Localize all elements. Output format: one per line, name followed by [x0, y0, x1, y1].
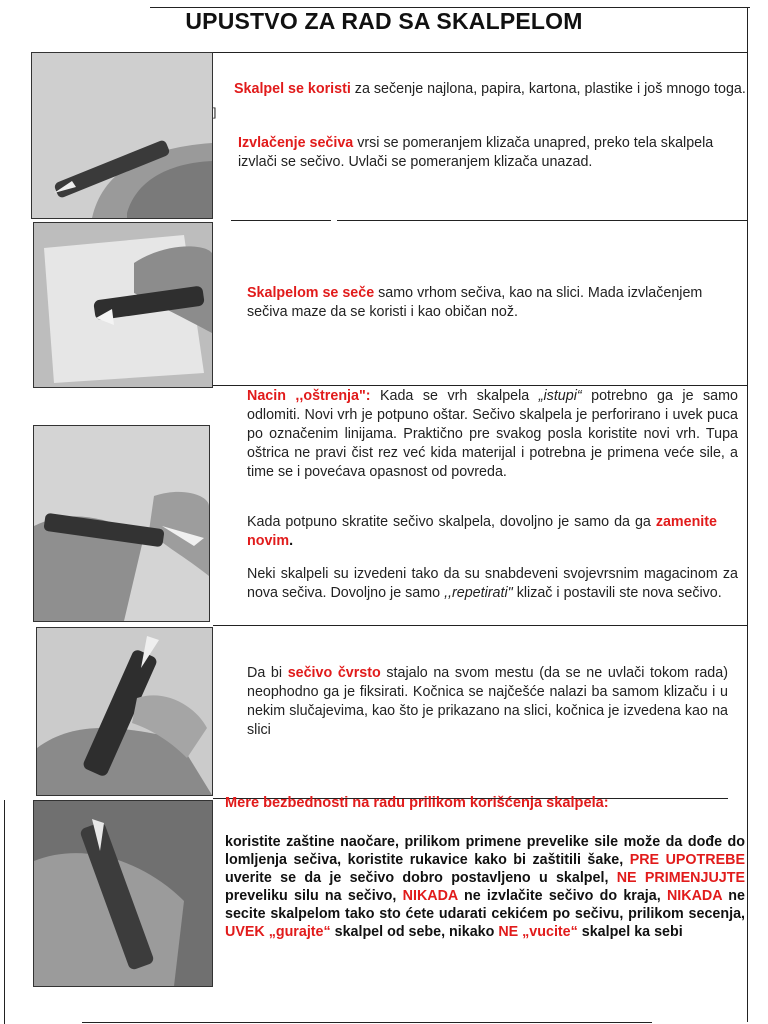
page-title: UPUSTVO ZA RAD SA SKALPELOM — [185, 8, 583, 34]
breaking-blade-image — [34, 426, 209, 621]
replace-highlight: zamenite novim — [247, 514, 717, 549]
left-border-bottom — [4, 800, 5, 1024]
extend-heading: Izvlačenje sečiva — [238, 135, 354, 151]
section-extend — [238, 134, 738, 172]
section-lock: Da bi sečivo čvrsto stajalo na svom mestu (da se ne uvlači tokom rada) neophodno ga je fiksirati. Kočnica se najčešće nalazi ba samom klizaču i u nekim slučajevima, kao što je prikazano na slici, kočnica je izvedena kao na slici — [247, 665, 728, 738]
divider-2a — [231, 220, 331, 221]
lock-highlight: sečivo čvrsto — [287, 665, 381, 681]
photo-cutting-paper — [33, 222, 213, 388]
section-cutting — [247, 284, 727, 322]
section-usage — [234, 80, 746, 99]
blade-lock-image — [37, 628, 212, 795]
cutting-paper-image — [34, 223, 212, 387]
photo-blade-lock — [36, 627, 213, 796]
section-magazine: Neki skalpeli su izvedeni tako da su snabdeveni svojevrsnim magacinom za nova sečiva. Dovoljno je samo ,,repetirati" klizač i postavili ste nova sečivo. — [247, 566, 738, 601]
cutting-heading: Skalpelom se seče — [247, 285, 375, 301]
usage-heading: Skalpel se koristi — [234, 81, 351, 97]
bracket-mark: ] — [213, 105, 217, 119]
top-rule — [150, 7, 750, 8]
extend-text: vrsi se pomeranjem klizača unapred, preko tela skalpela izvlači se sečivo. Uvlači se pomeranjem klizača unazad. — [238, 135, 714, 170]
divider-3 — [213, 385, 748, 386]
safety-image — [34, 801, 212, 986]
safety-text: koristite zaštine naočare, prilikom primene prevelike sile može da dođe do lomljenja sečiva, koristite rukavice kako bi zaštitili šake, PRE UPOTREBE uverite se da je sečivo dobro postavljeno u skalpel, NE PRIMENJUJTE preveliku silu na sečivo, NIKADA ne izvlačite sečivo do kraja, NIKADA ne secite skalpelom tako sto ćete udarati cekićem po sečivu, prilikom secenja, UVEK „gurajte“ skalpel od sebe, nikako NE „vucite“ skalpel ka sebi — [225, 834, 745, 940]
section-replace: Kada potpuno skratite sečivo skalpela, dovoljno je samo da ga zamenite novim. — [247, 514, 717, 549]
safety-heading: Mere bezbednosti na radu prilikom korišćenja skalpela: — [225, 795, 609, 811]
divider-4 — [213, 625, 748, 626]
photo-safety — [33, 800, 213, 987]
usage-text: za sečenje najlona, papira, kartona, plastike i još mnogo toga. — [350, 81, 746, 97]
cutting-text: samo vrhom sečiva, kao na slici. Mada izvlačenjem sečiva maze da se koristi i kao običan nož. — [247, 285, 703, 320]
photo-breaking-blade — [33, 425, 210, 622]
photo-scalpel-extend — [31, 52, 213, 219]
divider-1 — [213, 52, 748, 53]
sharpening-heading: Nacin ,,oštrenja": — [247, 388, 371, 404]
divider-2b — [337, 220, 748, 221]
scalpel-hand-image — [32, 53, 212, 218]
right-border — [747, 7, 748, 1022]
bottom-rule — [82, 1022, 652, 1023]
section-sharpening: Nacin ,,oštrenja": Kada se vrh skalpela „istupi“ potrebno ga je samo odlomiti. Novi vrh je potpuno oštar. Sečivo skalpela je perforirano i uvek puca po označenim linijama. Praktično pre svakog posla koristite novi vrh. Tupa oštrica ne pravi čist rez već kida materijal i potrebna je primena veće sile, a time se i povećava opasnost od povreda. — [247, 388, 738, 480]
